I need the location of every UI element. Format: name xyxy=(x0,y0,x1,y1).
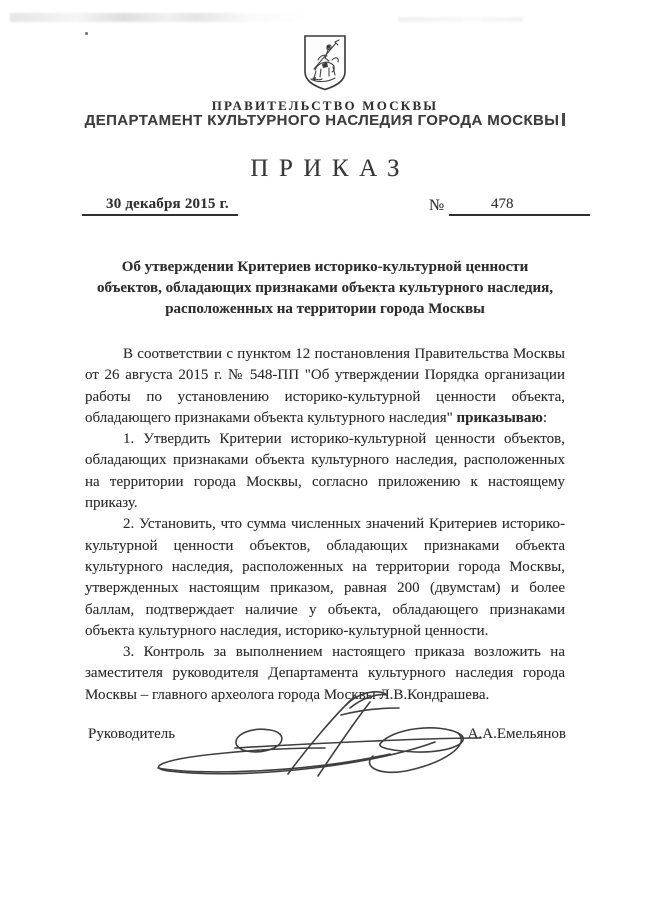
government-header: ПРАВИТЕЛЬСТВО МОСКВЫ xyxy=(211,98,439,113)
order-number-label: № xyxy=(429,197,445,214)
intro-text: В соответствии с пунктом 12 постановления Правительства Москвы от 26 августа 2015 г. № 548-ПП "Об утверждении Порядка организации работы по установлению историко-культурной ценности объекта, обладающего признаками объекта культурного наследия" xyxy=(85,346,565,426)
subject-line-1: Об утверждении Критериев историко-культурной ценности xyxy=(121,259,529,275)
order-title: ПРИКАЗ xyxy=(250,155,411,182)
order-item-3: 3. Контроль за выполнением настоящего приказа возложить на заместителя руководителя Департамента культурного наследия города Москвы – главного археолога города Москвы Л.В.Кондрашева. xyxy=(85,644,565,703)
scan-artifact-bar xyxy=(562,113,565,126)
subject-line-2: объектов, обладающих признаками объекта культурного наследия, xyxy=(97,280,553,296)
order-item-2: 2. Установить, что сумма численных значений Критериев историко-культурной ценности объектов, обладающих признаками объекта культурного наследия, расположенных на территории города Москвы, утвержденных настоящим приказом, равная 200 (двумстам) и более баллам, подтверждает наличие у объекта, обладающего признаками объекта культурного наследия, историко-культурной ценности. xyxy=(85,516,565,639)
scan-smudge-right xyxy=(398,17,523,22)
intro-tail: : xyxy=(542,409,548,426)
order-item-1: 1. Утвердить Критерии историко-культурной ценности объектов, обладающих признаками объекта культурного наследия, расположенных на территории города Москвы, согласно приложению к настоящему приказу. xyxy=(85,431,565,512)
moscow-coat-of-arms-icon xyxy=(302,34,348,91)
department-header xyxy=(0,112,650,129)
subject-line-3: расположенных на территории города Москвы xyxy=(165,301,485,317)
signer-name: А.А.Емельянов xyxy=(467,726,566,742)
order-body xyxy=(85,344,565,706)
order-subject xyxy=(85,257,565,320)
scan-dot-artifact xyxy=(85,32,88,35)
intro-paragraph xyxy=(85,344,565,429)
handwritten-signature xyxy=(140,686,485,781)
department-header-text: ДЕПАРТАМЕНТ КУЛЬТУРНОГО НАСЛЕДИЯ ГОРОДА МОСКВЫ xyxy=(84,112,560,129)
order-number: 478 xyxy=(449,196,590,216)
order-date: 30 декабря 2015 г. xyxy=(82,196,238,216)
signer-position: Руководитель xyxy=(88,726,176,742)
scan-smudge-left xyxy=(10,13,310,22)
intro-bold-word: приказываю xyxy=(456,409,543,426)
